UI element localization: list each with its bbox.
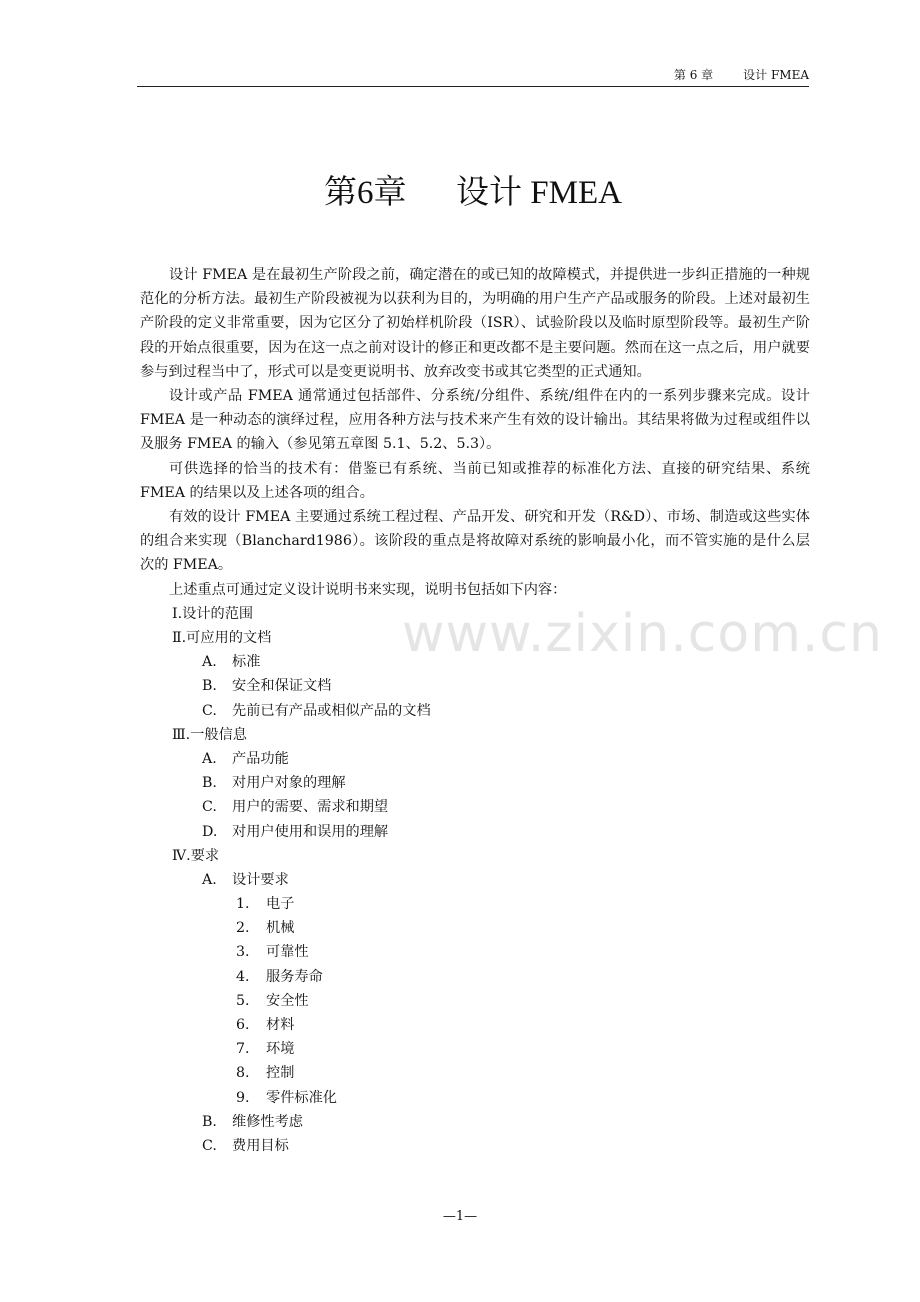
outline-marker: 3. [236,944,250,961]
outline-item [140,820,810,844]
outline-item [140,916,810,940]
outline-text: 维修性考虑 [232,1113,303,1130]
outline-item [140,1013,810,1037]
outline-item [140,1134,810,1158]
outline-item [140,965,810,989]
outline-text: 对用户对象的理解 [232,775,346,792]
outline-marker: B. [202,1113,217,1130]
outline-marker: A. [202,871,217,888]
outline-text: 环境 [266,1041,295,1058]
outline-marker: C. [202,1137,217,1154]
outline-text: 设计的范围 [182,605,254,622]
outline-text: 标准 [232,654,261,671]
outline-text: 可应用的文档 [186,630,272,647]
outline-item [140,795,810,819]
outline-text: 先前已有产品或相似产品的文档 [232,702,431,719]
outline-item [140,771,810,795]
outline-marker: C. [202,702,217,719]
outline-marker: 6. [236,1017,250,1034]
paragraph: 可供选择的恰当的技术有：借鉴已有系统、当前已知或推荐的标准化方法、直接的研究结果、系统 FMEA 的结果以及上述各项的组合。 [140,460,810,501]
outline-item [140,723,810,747]
outline-marker: Ⅲ. [172,726,191,743]
outline-marker: 5. [236,992,250,1009]
outline-marker: 7. [236,1041,250,1058]
outline-item [140,1037,810,1061]
watermark: www.zixin.com.cn [402,604,883,664]
page-number: —1— [442,1209,478,1224]
outline-text: 用户的需要、需求和期望 [232,799,389,816]
outline-text: 费用目标 [232,1137,289,1154]
outline-text: 电子 [266,896,295,913]
specification-outline [140,602,810,1158]
paragraph: 设计 FMEA 是在最初生产阶段之前，确定潜在的或已知的故障模式，并提供进一步纠正措施的一种规范化的分析方法。最初生产阶段被视为以获利为目的，为明确的用户生产产品或服务的阶段。上述对最初生产阶段的定义非常重要，因为它区分了初始样机阶段（ISR）、试验阶段以及临时原型阶段等。最初生产阶段的开始点很重要，因为在这一点之前对设计的修正和更改都不是主要问题。然而在这一点之后，用户就要参与到过程当中了，形式可以是变更说明书、放弃改变书或其它类型的正式通知。 [140,267,810,380]
outline-marker: C. [202,799,217,816]
outline-marker: Ⅱ. [172,630,187,647]
outline-marker: 9. [236,1089,250,1106]
outline-text: 机械 [266,920,295,937]
running-header [137,66,809,87]
chapter-title: 第6章 设计 FMEA [324,175,622,211]
outline-marker: 1. [236,896,250,913]
outline-marker: Ⅰ. [172,605,183,622]
outline-item [140,989,810,1013]
outline-text: 可靠性 [266,944,309,961]
outline-item [140,940,810,964]
paragraph: 设计或产品 FMEA 通常通过包括部件、分系统/分组件、系统/组件在内的一系列步骤来完成。设计 FMEA 是一种动态的演绎过程，应用各种方法与技术来产生有效的设计输出。其结果将做为过程或组件以及服务 FMEA 的输入（参见第五章图 5.1、5.2、5.3）。 [140,388,810,453]
outline-text: 控制 [266,1065,295,1082]
outline-item [140,699,810,723]
outline-marker: A. [202,654,217,671]
outline-text: 要求 [190,847,220,864]
outline-marker: Ⅳ. [172,847,191,864]
body-text [140,263,810,1158]
outline-item [140,868,810,892]
outline-text: 安全性 [266,992,309,1009]
outline-text: 零件标准化 [266,1089,337,1106]
outline-item [140,747,810,771]
outline-text: 安全和保证文档 [232,678,332,695]
outline-text: 产品功能 [232,750,289,767]
header-title: 设计 FMEA [743,68,809,82]
outline-marker: B. [202,775,217,792]
outline-item [140,892,810,916]
outline-item [140,1110,810,1134]
header-chapter: 第 6 章 [673,68,714,82]
outline-text: 材料 [266,1017,295,1034]
outline-marker: B. [202,678,217,695]
paragraph: 上述重点可通过定义设计说明书来实现，说明书包括如下内容： [169,581,567,598]
outline-text: 一般信息 [190,726,247,743]
outline-text: 设计要求 [232,871,289,888]
outline-text: 对用户使用和误用的理解 [232,823,389,840]
outline-text: 服务寿命 [266,968,323,985]
outline-marker: 2. [236,920,250,937]
outline-item [140,844,810,868]
paragraph: 有效的设计 FMEA 主要通过系统工程过程、产品开发、研究和开发（R&D）、市场、制造或这些实体的组合来实现（Blanchard1986）。该阶段的重点是将故障对系统的影响最小化，而不管实施的是什么层次的 FMEA。 [140,509,810,574]
outline-item [140,674,810,698]
outline-marker: 4. [236,968,250,985]
outline-marker: 8. [236,1065,250,1082]
outline-item [140,1061,810,1085]
outline-marker: D. [202,823,218,840]
outline-marker: A. [202,750,217,767]
outline-item [140,1086,810,1110]
